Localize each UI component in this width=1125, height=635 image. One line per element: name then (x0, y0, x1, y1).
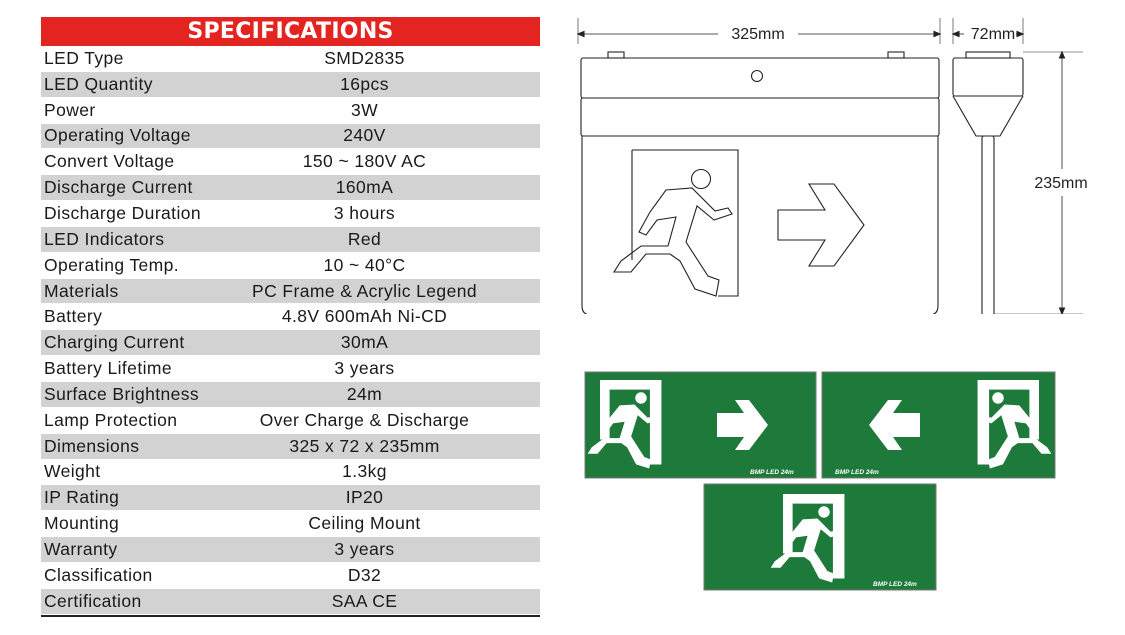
spec-label: LED Indicators (44, 228, 165, 249)
spec-value: 1.3kg (342, 461, 387, 482)
exit-sign-left (822, 372, 1055, 478)
spec-row (41, 563, 540, 589)
spec-value: Red (347, 228, 382, 249)
specifications-title: SPECIFICATIONS (41, 17, 540, 46)
spec-value: 30mA (340, 332, 389, 353)
spec-row (41, 408, 540, 434)
spec-row (41, 175, 540, 201)
spec-label: Discharge Duration (44, 202, 201, 223)
spec-row (41, 304, 540, 330)
spec-label: Operating Temp. (44, 254, 180, 275)
sign-variants (584, 370, 1059, 592)
spec-value: SAA CE (331, 590, 398, 611)
spec-value: D32 (347, 564, 382, 585)
spec-value: PC Frame & Acrylic Legend (252, 280, 477, 301)
height-label: 235mm (1034, 175, 1088, 192)
exit-sign-down (704, 484, 936, 590)
spec-row (41, 356, 540, 382)
spec-rows (41, 46, 540, 615)
spec-value: 24m (346, 383, 383, 404)
depth-label: 72mm (970, 26, 1016, 43)
width-label: 325mm (731, 26, 785, 43)
spec-row (41, 72, 540, 98)
spec-row (41, 330, 540, 356)
spec-row (41, 382, 540, 408)
spec-value: 325 x 72 x 235mm (289, 435, 440, 456)
spec-value: 4.8V 600mAh Ni-CD (281, 306, 448, 327)
spec-label: Surface Brightness (44, 383, 200, 404)
spec-label: Dimensions (44, 435, 140, 456)
spec-row (41, 253, 540, 279)
specifications-table (41, 17, 540, 617)
spec-row (41, 434, 540, 460)
spec-label: Power (44, 99, 96, 120)
spec-row (41, 227, 540, 253)
spec-label: LED Quantity (44, 73, 153, 94)
spec-row (41, 589, 540, 615)
spec-row (41, 485, 540, 511)
spec-row (41, 98, 540, 124)
spec-row (41, 201, 540, 227)
spec-label: Battery Lifetime (44, 358, 172, 379)
spec-value: Ceiling Mount (308, 513, 421, 534)
spec-value: 10 ~ 40°C (323, 254, 406, 275)
spec-row (41, 46, 540, 72)
spec-label: Classification (44, 564, 153, 585)
spec-row (41, 460, 540, 486)
spec-label: Warranty (44, 538, 118, 559)
sign-caption-2: BMP LED 24m (835, 469, 879, 476)
sign-caption-1: BMP LED 24m (750, 469, 794, 476)
spec-row (41, 279, 540, 305)
side-view (953, 52, 1023, 314)
spec-value: 160mA (335, 177, 394, 198)
spec-value: Over Charge & Discharge (259, 409, 470, 430)
spec-row (41, 537, 540, 563)
spec-row (41, 124, 540, 150)
spec-value: 3 hours (333, 202, 396, 223)
sign-caption-3: BMP LED 24m (873, 581, 917, 588)
front-view (581, 52, 939, 314)
spec-label: Battery (44, 306, 103, 327)
technical-drawing (568, 14, 1108, 314)
spec-label: Discharge Current (44, 177, 193, 198)
spec-label: Weight (44, 461, 101, 482)
spec-label: Convert Voltage (44, 151, 175, 172)
spec-row (41, 149, 540, 175)
table-bottom-rule (41, 615, 540, 617)
spec-value: 16pcs (340, 73, 389, 94)
spec-label: IP Rating (44, 487, 120, 508)
spec-value: 240V (343, 125, 386, 146)
spec-value: 3 years (334, 358, 395, 379)
spec-label: Certification (44, 590, 142, 611)
spec-label: Charging Current (44, 332, 185, 353)
spec-value: 3 years (334, 538, 395, 559)
spec-row (41, 511, 540, 537)
spec-label: Materials (44, 280, 119, 301)
exit-sign-right (585, 372, 816, 478)
spec-value: 3W (350, 99, 379, 120)
spec-value: 150 ~ 180V AC (302, 151, 427, 172)
spec-label: LED Type (44, 47, 124, 68)
spec-label: Lamp Protection (44, 409, 178, 430)
spec-label: Operating Voltage (44, 125, 191, 146)
spec-value: SMD2835 (324, 47, 405, 68)
spec-label: Mounting (44, 513, 120, 534)
spec-value: IP20 (345, 487, 384, 508)
